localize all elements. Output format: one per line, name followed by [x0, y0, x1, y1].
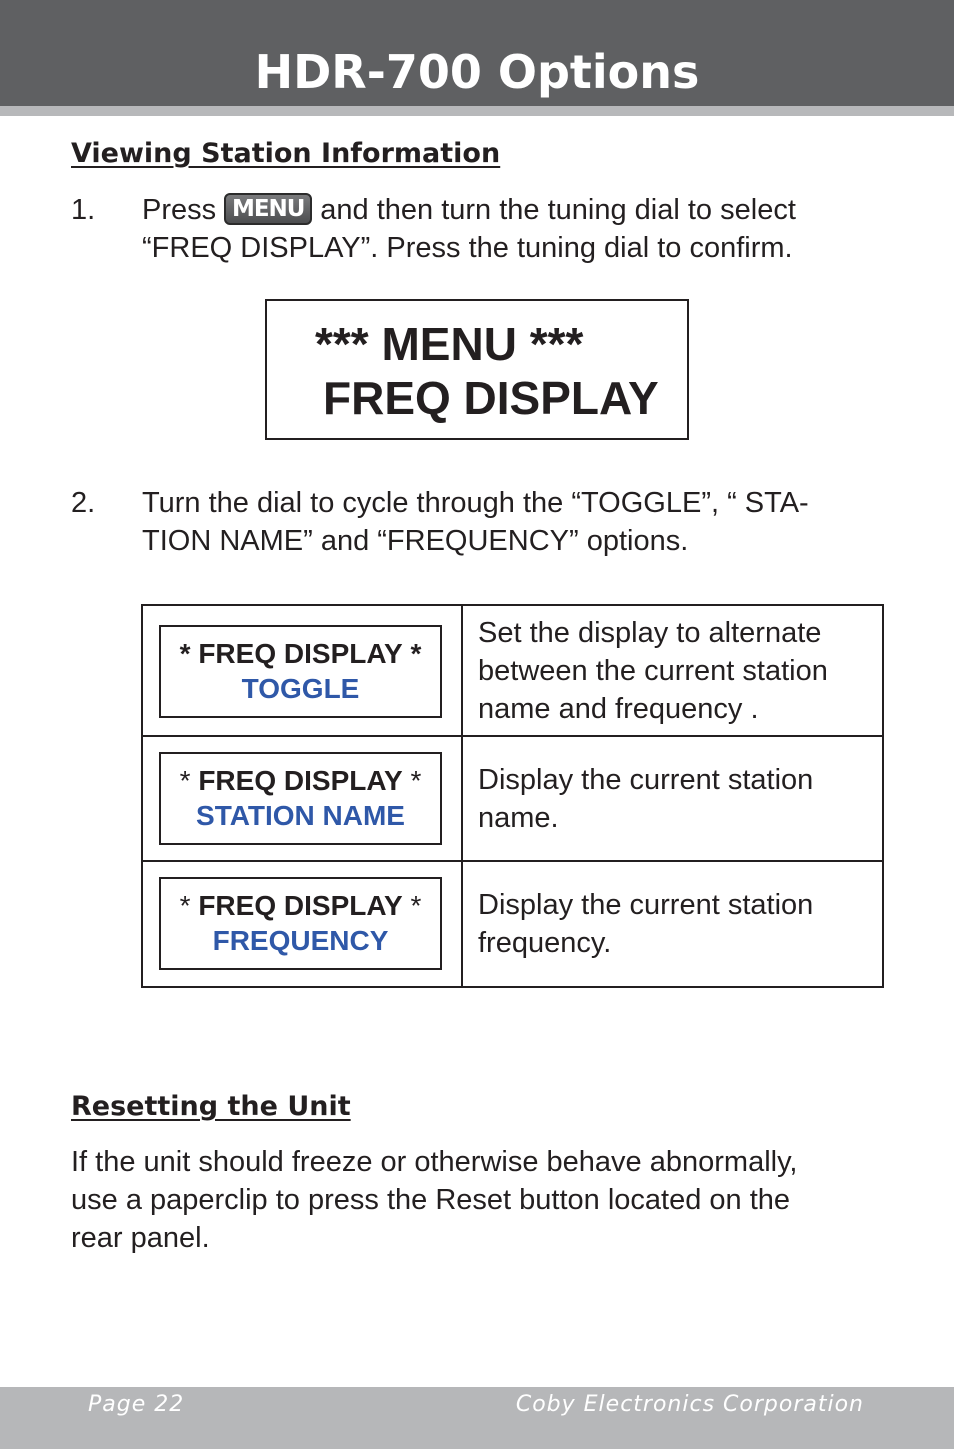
- resetting-paragraph: [71, 1143, 891, 1257]
- header-stripe: [0, 106, 954, 116]
- lcd-station-name: [159, 752, 442, 845]
- options-table: [141, 604, 884, 988]
- page-title: HDR-700 Options: [254, 45, 700, 99]
- section-heading-viewing: Viewing Station Information: [71, 138, 501, 169]
- step-1-number: 1.: [71, 194, 96, 226]
- paragraph-line: use a paperclip to press the Reset button located on the: [71, 1184, 791, 1216]
- table-row-station-name: [143, 735, 882, 860]
- lcd-line-freq-display: FREQ DISPLAY: [323, 372, 659, 424]
- section-heading-resetting: Resetting the Unit: [71, 1091, 351, 1122]
- lcd-title: FREQ DISPLAY: [198, 638, 403, 669]
- step-2-line2: TION NAME” and “FREQUENCY” options.: [142, 525, 689, 557]
- lcd-value: FREQUENCY: [212, 925, 389, 956]
- desc-line: name.: [478, 802, 559, 834]
- lcd-star-left: *: [179, 890, 191, 921]
- desc-line: frequency.: [478, 927, 612, 959]
- paragraph-line: If the unit should freeze or otherwise behave abnormally,: [71, 1146, 798, 1178]
- lcd-star-left: *: [179, 765, 191, 796]
- lcd-star-left: *: [179, 638, 191, 669]
- option-description: [478, 761, 878, 837]
- desc-line: name and frequency .: [478, 693, 759, 725]
- footer-company: Coby Electronics Corporation: [515, 1392, 864, 1417]
- step-2-line1: Turn the dial to cycle through the “TOGGLE”, “ STA-: [142, 487, 809, 519]
- lcd-title: FREQ DISPLAY: [198, 765, 403, 796]
- desc-line: Display the current station: [478, 889, 814, 921]
- desc-line: Set the display to alternate: [478, 617, 822, 649]
- paragraph-line: rear panel.: [71, 1222, 210, 1254]
- step-1-line2: “FREQ DISPLAY”. Press the tuning dial to confirm.: [142, 232, 793, 264]
- step-1-text: [142, 191, 902, 267]
- step-1-after: and then turn the tuning dial to select: [320, 194, 796, 226]
- lcd-line-menu: *** MENU ***: [315, 318, 584, 370]
- table-row-toggle: [143, 606, 882, 735]
- lcd-star-right: *: [410, 890, 422, 921]
- desc-line: between the current station: [478, 655, 828, 687]
- step-2-number: 2.: [71, 487, 96, 519]
- menu-key-icon: MENU: [224, 193, 312, 225]
- lcd-frequency: [159, 877, 442, 970]
- lcd-title: FREQ DISPLAY: [198, 890, 403, 921]
- step-2-text: [142, 484, 902, 560]
- lcd-display-menu: [265, 299, 689, 440]
- lcd-value: TOGGLE: [241, 673, 360, 704]
- lcd-toggle: [159, 625, 442, 718]
- table-row-frequency: [143, 860, 882, 986]
- desc-line: Display the current station: [478, 764, 814, 796]
- lcd-value: STATION NAME: [196, 800, 405, 831]
- step-1-before: Press: [142, 194, 217, 226]
- lcd-star-right: *: [410, 765, 422, 796]
- lcd-star-right: *: [410, 638, 422, 669]
- option-description: [478, 614, 878, 728]
- footer-page-number: Page 22: [88, 1392, 185, 1417]
- option-description: [478, 886, 878, 962]
